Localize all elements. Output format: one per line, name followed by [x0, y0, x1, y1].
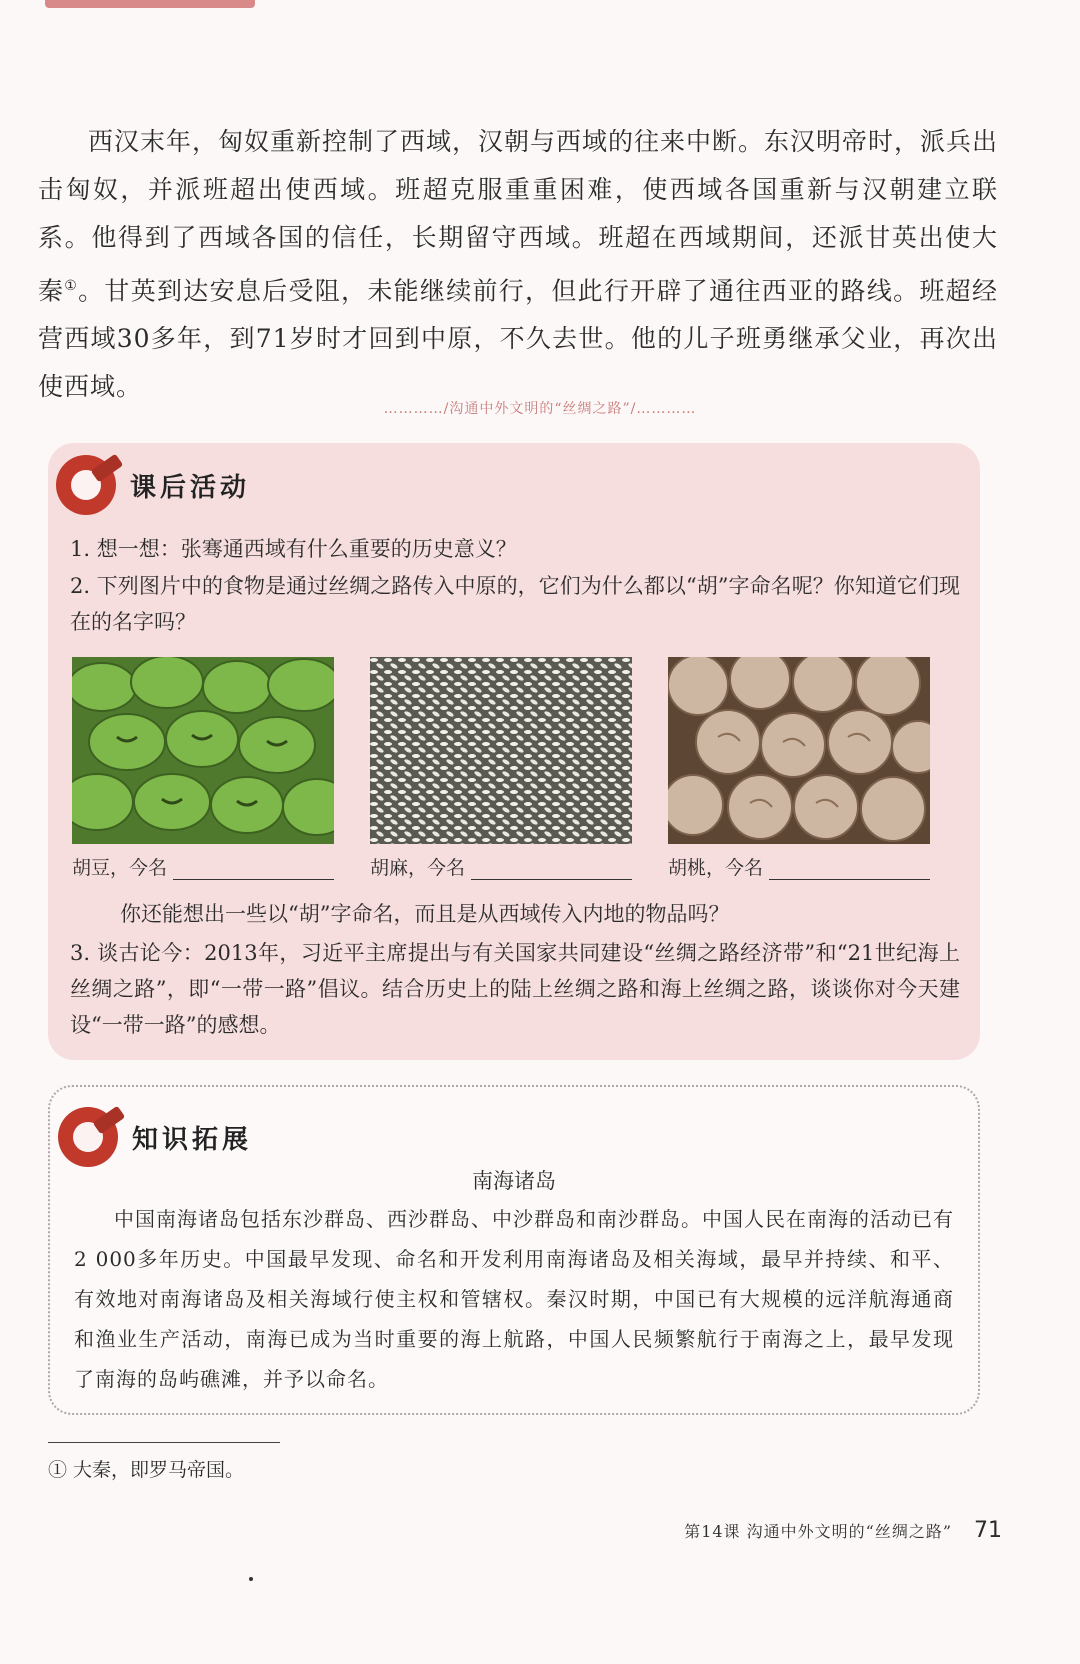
walnuts-photo	[668, 657, 930, 844]
question-2: 2. 下列图片中的食物是通过丝绸之路传入中原的，它们为什么都以“胡”字命名呢？你知道它们现在的名字吗？	[70, 574, 960, 634]
extra-question: 你还能想出一些以“胡”字命名，而且是从西域传入内地的物品吗？	[120, 902, 730, 926]
caption-2-text: 胡麻，今名	[370, 857, 466, 879]
stray-dot	[249, 1577, 253, 1581]
footnote-marker: ①	[64, 278, 79, 294]
activity-header	[56, 455, 250, 515]
activity-box	[48, 443, 980, 1060]
answer-blank-1[interactable]	[173, 857, 334, 880]
answer-blank-3[interactable]	[769, 857, 930, 880]
intro-paragraph	[38, 118, 998, 411]
top-decoration-strip	[45, 0, 255, 8]
knowledge-subtitle: 南海诸岛	[472, 1169, 556, 1193]
activity-title: 课后活动	[130, 472, 251, 503]
knowledge-box	[48, 1085, 980, 1415]
question-1: 1. 想一想：张骞通西域有什么重要的历史意义？	[70, 537, 517, 561]
knowledge-icon	[58, 1107, 118, 1167]
footnote: ① 大秦，即罗马帝国。	[48, 1459, 245, 1481]
caption-broad-beans	[72, 853, 334, 880]
caption-3-text: 胡桃，今名	[668, 857, 764, 879]
sesame-photo	[370, 657, 632, 844]
knowledge-body	[74, 1199, 954, 1399]
intro-text-part2: 。甘英到达安息后受阻，未能继续前行，但此行开辟了通往西亚的路线。班超经营西域30多年，到71岁时才回到中原，不久去世。他的儿子班勇继承父业，再次出使西域。	[38, 276, 998, 402]
footnote-rule	[48, 1442, 280, 1443]
section-divider: …………/沟通中外文明的“丝绸之路”/…………	[383, 401, 697, 417]
broad-beans-photo	[72, 657, 334, 844]
caption-walnuts	[668, 853, 930, 880]
question-3: 3. 谈古论今：2013年，习近平主席提出与有关国家共同建设“丝绸之路经济带”和“21世纪海上丝绸之路”，即“一带一路”倡议。结合历史上的陆上丝绸之路和海上丝绸之路，谈谈你对今天建设“一带一路”的感想。	[70, 941, 960, 1037]
knowledge-header	[58, 1107, 252, 1167]
lesson-title: 第14课 沟通中外文明的“丝绸之路”	[684, 1522, 952, 1541]
knowledge-title: 知识拓展	[132, 1124, 253, 1155]
page-number: 71	[974, 1518, 1002, 1543]
page-footer	[684, 1518, 1002, 1543]
caption-1-text: 胡豆，今名	[72, 857, 168, 879]
activity-icon	[56, 455, 116, 515]
intro-text-part1: 西汉末年，匈奴重新控制了西域，汉朝与西域的往来中断。东汉明帝时，派兵出击匈奴，并派班超出使西域。班超克服重重困难，使西域各国重新与汉朝建立联系。他得到了西域各国的信任，长期留守西域。班超在西域期间，还派甘英出使大秦	[38, 127, 999, 306]
knowledge-paragraph: 中国南海诸岛包括东沙群岛、西沙群岛、中沙群岛和南沙群岛。中国人民在南海的活动已有2 000多年历史。中国最早发现、命名和开发利用南海诸岛及相关海域，最早并持续、和平、有效地对南海诸岛及相关海域行使主权和管辖权。秦汉时期，中国已有大规模的远洋航海通商和渔业生产活动，南海已成为当时重要的海上航路，中国人民频繁航行于南海之上，最早发现了南海的岛屿礁滩，并予以命名。	[74, 1207, 954, 1391]
answer-blank-2[interactable]	[471, 857, 632, 880]
caption-sesame	[370, 853, 632, 880]
